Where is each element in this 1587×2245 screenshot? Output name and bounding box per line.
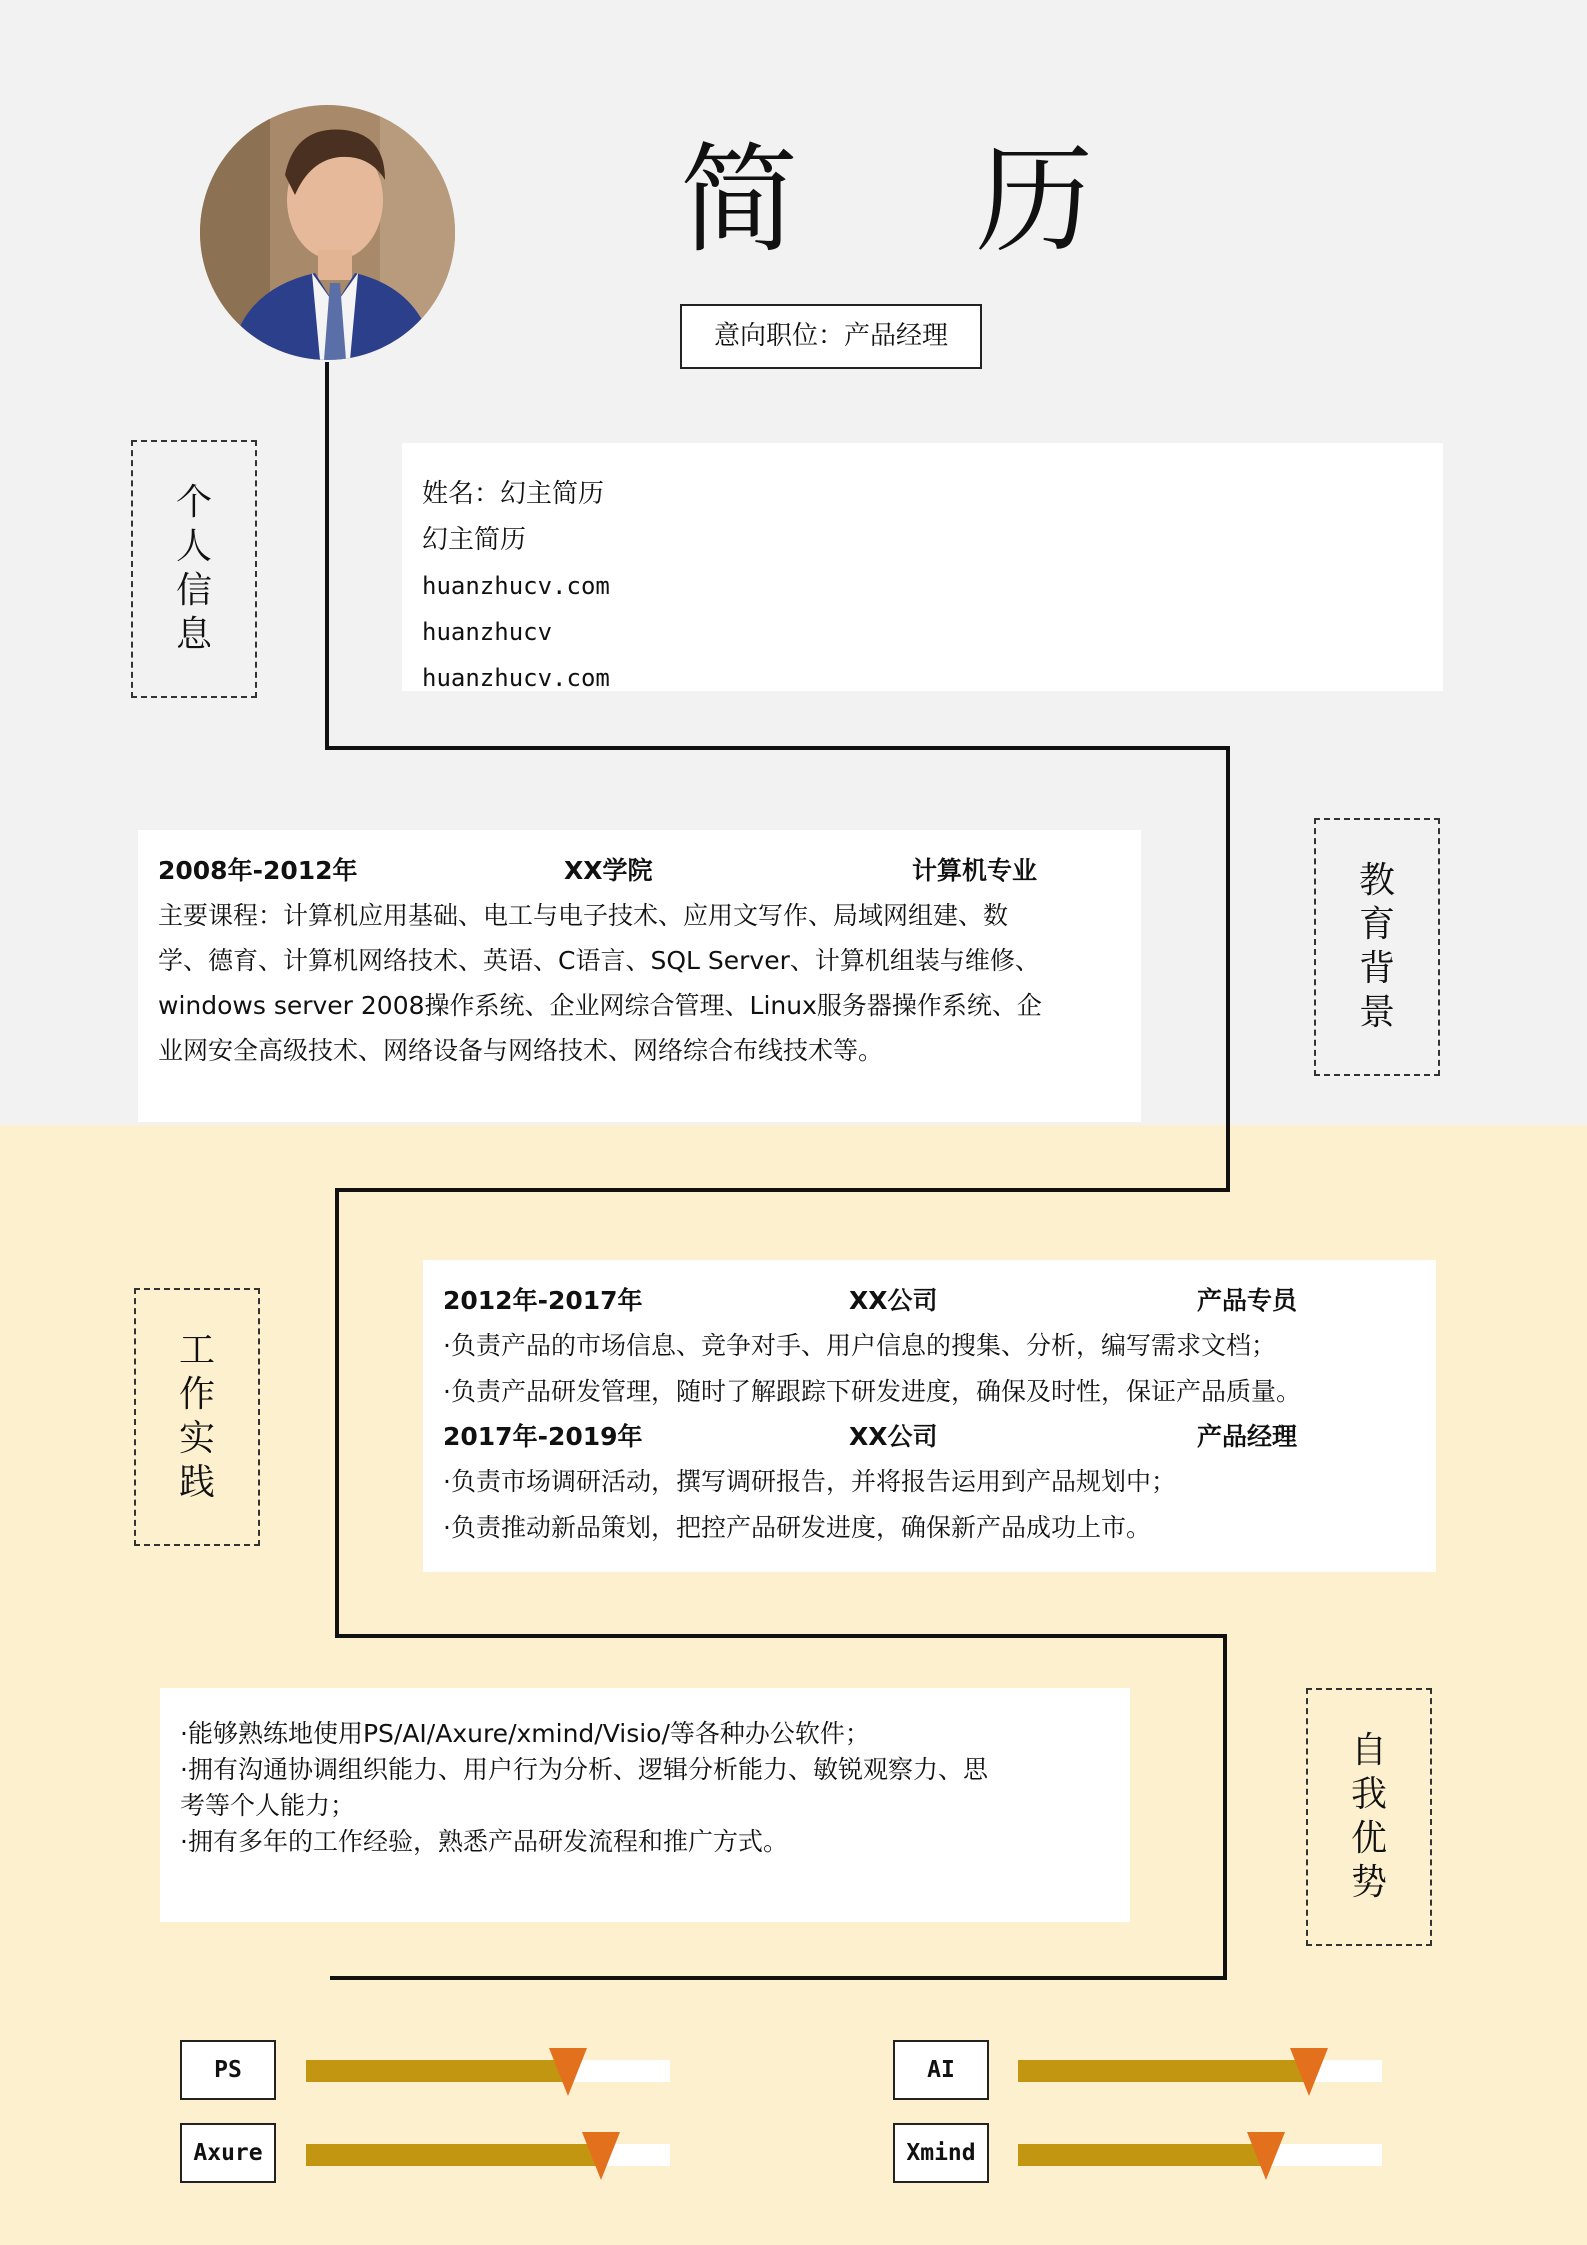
- work-header: [443, 1278, 1416, 1323]
- duty-line: ·负责产品的市场信息、竞争对手、用户信息的搜集、分析，编写需求文档；: [443, 1331, 1276, 1360]
- skill-track-ps: [306, 2060, 670, 2082]
- label-char: 息: [175, 614, 212, 655]
- course-line: 业网安全高级技术、网络设备与网络技术、网络综合布线技术等。: [158, 1036, 884, 1065]
- course-line: windows server 2008操作系统、企业网综合管理、Linux服务器操作系统、企: [158, 991, 1042, 1020]
- label-education: [1314, 818, 1440, 1076]
- skill-marker-axure: [582, 2132, 620, 2180]
- skill-marker-ps: [549, 2048, 587, 2096]
- skill-label-axure: Axure: [180, 2123, 276, 2183]
- skill-label-ps: PS: [180, 2040, 276, 2100]
- label-char: 背: [1358, 948, 1395, 989]
- work-period: 2012年-2017年: [443, 1286, 643, 1315]
- course-line: 学、德育、计算机网络技术、英语、C语言、SQL Server、计算机组装与维修、: [158, 946, 1040, 975]
- label-char: 景: [1358, 992, 1395, 1033]
- work-company: XX公司: [849, 1286, 938, 1315]
- advantage-line: ·能够熟练地使用PS/AI/Axure/xmind/Visio/等各种办公软件；: [180, 1719, 870, 1748]
- label-char: 我: [1350, 1774, 1387, 1815]
- advantage-line: 考等个人能力；: [180, 1791, 356, 1820]
- work-company: XX公司: [849, 1422, 938, 1451]
- label-char: 践: [178, 1462, 215, 1503]
- label-char: 育: [1358, 904, 1395, 945]
- label-char: 优: [1350, 1818, 1387, 1859]
- name-line: 姓名：幻主简历: [422, 479, 605, 509]
- skill-marker-ai: [1290, 2048, 1328, 2096]
- label-char: 实: [178, 1418, 215, 1459]
- duty-line: ·负责推动新品策划，把控产品研发进度，确保新产品成功上市。: [443, 1512, 1151, 1542]
- education-card: [138, 830, 1141, 1122]
- advantages-card: [160, 1688, 1130, 1922]
- label-char: 势: [1350, 1862, 1387, 1903]
- label-work: [134, 1288, 260, 1546]
- info-line: 幻主简历: [422, 525, 527, 555]
- personal-info-card: [402, 443, 1443, 691]
- skill-label-ai: AI: [893, 2040, 989, 2100]
- label-char: 人: [175, 526, 212, 567]
- info-line: huanzhucv.com: [422, 664, 610, 691]
- skill-fill-xmind: [1018, 2144, 1266, 2166]
- label-char: 信: [175, 570, 212, 611]
- page-title: 简 历: [680, 131, 1164, 269]
- work-card: [423, 1260, 1436, 1572]
- label-personal-info: [131, 440, 257, 698]
- education-header: [158, 848, 1121, 893]
- label-char: 教: [1358, 860, 1395, 901]
- duty-line: ·负责产品研发管理，随时了解跟踪下研发进度，确保及时性，保证产品质量。: [443, 1376, 1301, 1406]
- info-line: huanzhucv.com: [422, 572, 610, 600]
- education-school: XX学院: [564, 856, 653, 885]
- work-header: [443, 1414, 1416, 1459]
- work-position: 产品专员: [1197, 1286, 1298, 1315]
- course-line: 主要课程：计算机应用基础、电工与电子技术、应用文写作、局域网组建、数: [158, 901, 1009, 930]
- skill-track-xmind: [1018, 2144, 1382, 2166]
- advantage-line: ·拥有沟通协调组织能力、用户行为分析、逻辑分析能力、敏锐观察力、思: [180, 1755, 988, 1784]
- label-char: 自: [1350, 1730, 1387, 1771]
- label-char: 作: [178, 1374, 215, 1415]
- skill-marker-xmind: [1247, 2132, 1285, 2180]
- skill-fill-ai: [1018, 2060, 1309, 2082]
- work-position: 产品经理: [1197, 1422, 1298, 1451]
- skill-label-xmind: Xmind: [893, 2123, 989, 2183]
- work-period: 2017年-2019年: [443, 1422, 643, 1451]
- duty-line: ·负责市场调研活动，撰写调研报告，并将报告运用到产品规划中；: [443, 1467, 1176, 1496]
- label-char: 工: [178, 1330, 215, 1371]
- info-line: huanzhucv: [422, 618, 553, 646]
- education-major: 计算机专业: [912, 856, 1038, 885]
- education-period: 2008年-2012年: [158, 856, 358, 885]
- profile-photo: [200, 105, 455, 360]
- label-char: 个: [175, 482, 212, 523]
- label-advantages: [1306, 1688, 1432, 1946]
- skill-fill-ps: [306, 2060, 568, 2082]
- advantage-line: ·拥有多年的工作经验，熟悉产品研发流程和推广方式。: [180, 1827, 788, 1856]
- skill-fill-axure: [306, 2144, 601, 2166]
- intent-position: 意向职位：产品经理: [680, 304, 982, 369]
